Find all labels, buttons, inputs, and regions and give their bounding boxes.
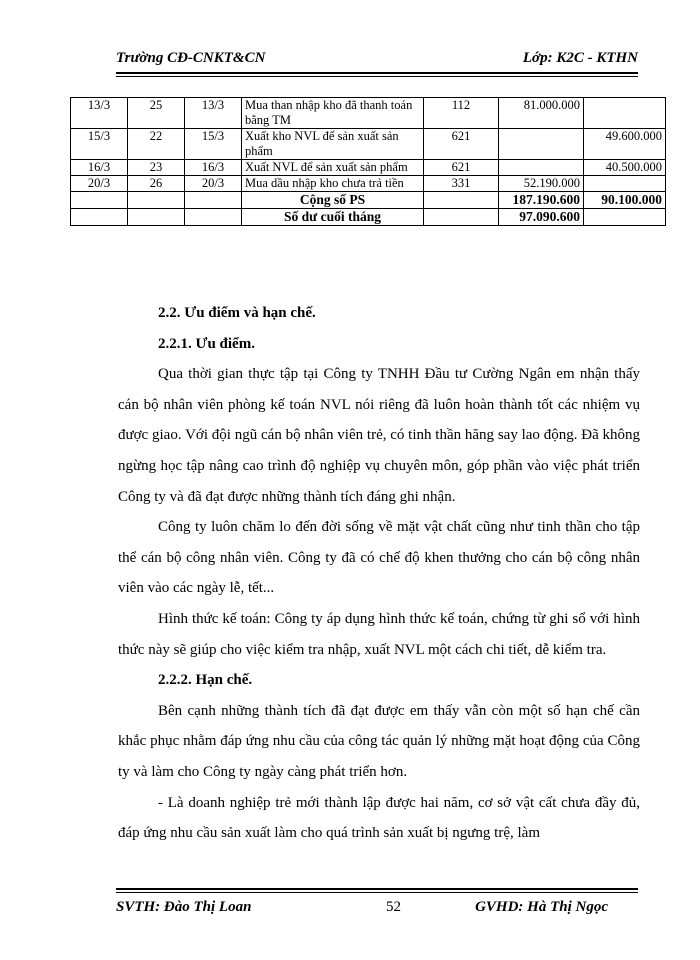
ledger-table — [70, 97, 666, 226]
cell-empty — [185, 192, 242, 209]
body-text — [118, 298, 640, 849]
class-label: Lớp: K2C - KTHN — [522, 50, 638, 66]
cell-description: Xuất NVL để sản xuất sản phẩm — [242, 160, 424, 176]
cell-debit: 81.000.000 — [499, 98, 584, 129]
cell-doc-no: 25 — [128, 98, 185, 129]
cell-empty — [71, 192, 128, 209]
cell-account: 331 — [424, 176, 499, 192]
cell-doc-no: 23 — [128, 160, 185, 176]
cell-doc-date: 15/3 — [185, 129, 242, 160]
cell-credit — [584, 176, 666, 192]
page-header — [116, 50, 638, 74]
total-row — [71, 192, 666, 209]
cell-empty — [128, 209, 185, 226]
ledger-body — [71, 98, 666, 226]
cell-description: Mua than nhập kho đã thanh toán bằng TM — [242, 98, 424, 129]
footer-rule — [116, 892, 638, 893]
cell-account: 621 — [424, 129, 499, 160]
cell-doc-date: 13/3 — [185, 98, 242, 129]
cell-empty — [424, 192, 499, 209]
cell-debit: 52.190.000 — [499, 176, 584, 192]
cell-doc-no: 26 — [128, 176, 185, 192]
balance-row — [71, 209, 666, 226]
table-row — [71, 129, 666, 160]
cell-debit — [499, 129, 584, 160]
cell-empty — [424, 209, 499, 226]
balance-debit: 97.090.600 — [499, 209, 584, 226]
total-debit: 187.190.600 — [499, 192, 584, 209]
cell-credit: 40.500.000 — [584, 160, 666, 176]
cell-account: 621 — [424, 160, 499, 176]
paragraph-2: Công ty luôn chăm lo đến đời sống về mặt vật chất cũng như tinh thần cho tập thể cán bộ công nhân viên. Công ty đã có chế độ khen thưởng cho cán bộ công nhân viên vào các ngày lễ, tết... — [118, 519, 640, 597]
header-rule — [116, 76, 638, 77]
cell-description: Xuất kho NVL để sản xuất sản phẩm — [242, 129, 424, 160]
heading-2-2-1: 2.2.1. Ưu điểm. — [158, 335, 255, 352]
total-label: Cộng số PS — [242, 192, 424, 209]
table-row — [71, 98, 666, 129]
cell-date: 20/3 — [71, 176, 128, 192]
student-name: SVTH: Đào Thị Loan — [116, 899, 252, 915]
table-row — [71, 176, 666, 192]
paragraph-5: - Là doanh nghiệp trẻ mới thành lập được hai năm, cơ sở vật cất chưa đầy đủ, đáp ứng nhu cầu sản xuất làm cho quá trình sản xuất bị ngưng trệ, làm — [118, 794, 640, 842]
school-name: Trường CĐ-CNKT&CN — [116, 50, 266, 66]
cell-empty — [185, 209, 242, 226]
cell-doc-date: 16/3 — [185, 160, 242, 176]
page-number: 52 — [386, 899, 401, 915]
heading-2-2-2: 2.2.2. Hạn chế. — [158, 672, 253, 689]
cell-doc-date: 20/3 — [185, 176, 242, 192]
cell-date: 15/3 — [71, 129, 128, 160]
cell-date: 13/3 — [71, 98, 128, 129]
table-row — [71, 160, 666, 176]
paragraph-4: Bên cạnh những thành tích đã đạt được em thấy vẫn còn một số hạn chế cần khắc phục nhằm đáp ứng nhu cầu của công tác quản lý những mặt hoạt động của Công ty và làm cho Công ty ngày càng phát triển hơn. — [118, 702, 640, 780]
paragraph-1: Qua thời gian thực tập tại Công ty TNHH Đầu tư Cường Ngân em nhận thấy cán bộ nhân viên phòng kế toán NVL nói riêng đã luôn hoàn thành tốt các nhiệm vụ được giao. Với đội ngũ cán bộ nhân viên trẻ, có tinh thần hăng say lao động. Đã không ngừng học tập nâng cao trình độ nghiệp vụ chuyên môn, góp phần vào việc phát triển Công ty và đã đạt được những thành tích đáng ghi nhận. — [118, 366, 640, 505]
paragraph-3: Hình thức kế toán: Công ty áp dụng hình thức kế toán, chứng từ ghi sổ với hình thức này sẽ giúp cho việc kiểm tra nhập, xuất NVL một cách chi tiết, dễ kiểm tra. — [118, 610, 640, 658]
cell-empty — [71, 209, 128, 226]
cell-credit: 49.600.000 — [584, 129, 666, 160]
cell-date: 16/3 — [71, 160, 128, 176]
cell-empty — [128, 192, 185, 209]
cell-doc-no: 22 — [128, 129, 185, 160]
heading-2-2: 2.2. Ưu điểm và hạn chế. — [158, 305, 316, 321]
cell-account: 112 — [424, 98, 499, 129]
advisor-name: GVHD: Hà Thị Ngọc — [475, 899, 608, 915]
balance-label: Số dư cuối tháng — [242, 209, 424, 226]
cell-credit — [584, 98, 666, 129]
total-credit: 90.100.000 — [584, 192, 666, 209]
cell-debit — [499, 160, 584, 176]
page-footer — [116, 888, 638, 916]
cell-empty — [584, 209, 666, 226]
cell-description: Mua dầu nhập kho chưa trả tiền — [242, 176, 424, 192]
